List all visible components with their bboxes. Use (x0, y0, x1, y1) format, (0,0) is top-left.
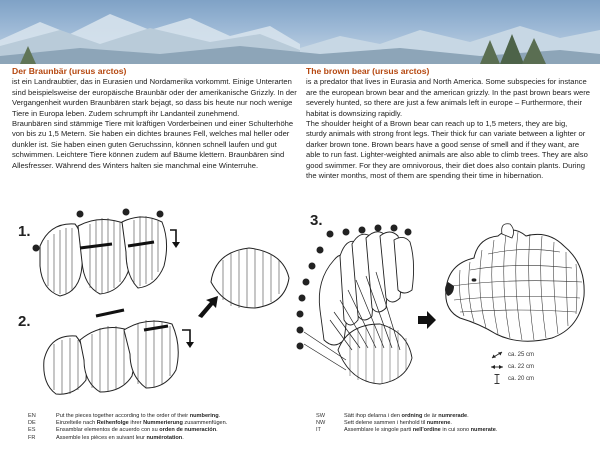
english-title: The brown bear (306, 66, 370, 76)
english-scientific-name: (ursus arctos) (372, 66, 430, 76)
instruction-es: ES Ensamblar elementos de acuerdo con su orden de numeración. (28, 427, 218, 434)
dimension-height (490, 373, 534, 385)
bear-head-result (440, 220, 592, 348)
horizontal-arrow-icon (490, 362, 504, 372)
step-3-arrow (418, 311, 436, 329)
step-2-diagram (36, 300, 206, 400)
german-text-column (12, 66, 298, 171)
instructions-left (28, 413, 227, 442)
dimension-depth-label: ca. 22 cm (508, 364, 535, 370)
dimension-depth (490, 361, 534, 373)
instruction-nw: NW Sett delene sammen i henhold til numrene. (316, 420, 452, 427)
dimensions-legend (490, 349, 534, 385)
step-2-arrow (196, 296, 220, 318)
instructions-right (316, 413, 497, 435)
dimension-width-label: ca. 25 cm (508, 352, 535, 358)
english-paragraph-2: The shoulder height of a Brown bear can reach up to 1,5 meters, they are big, sturdy animals with strong front legs. Their thick fur can variate between a lighter or darker brown tone. Brown bears have a good sense of smell and if they want, are able to run fast. Lighter-weighted animals are also able to climb trees. They are also good swimmer. For they are omnivorous, their diet does also contain plants. During the winter months, most of them are spending their time in hibernation. (306, 119, 588, 181)
step-1-diagram (30, 206, 190, 306)
instruction-it: IT Assemblare le singole parti nell'ordine in cui sono numerate. (316, 427, 498, 434)
instruction-de: DE Einzelteile nach Reihenfolge ihrer Nummerierung zusammenfügen. (28, 420, 228, 427)
german-title: Der Braunbär (12, 66, 67, 76)
german-paragraph-2: Braunbären sind stämmige Tiere mit kräftigen Vorderbeinen und einer Schulterhöhe von bis zu 1,5 Metern. Sie haben ein dichtes braunes Fell, welches mal heller oder dunkler ist. Sie haben einen guten Geruchssinn, können schnell laufen und gut schwimmen. Leichtere Tiere können zudem auf Bäume klettern. Braunbären sind Allesfresser. Während des Winters halten sie manchmal eine Winterruhe. (12, 119, 294, 170)
dimension-height-label: ca. 20 cm (508, 376, 535, 382)
german-paragraph-1: ist ein Landraubtier, das in Eurasien und Nordamerika vorkommt. Einige Unterarten sind beispielsweise der europäische Braunbär oder der amerikanische Grizzly. In der Vergangenheit wurden Braunbären stark bejagt, so dass bis heute nur noch wenige Tiere in Europa leben. Zudem schrumpft ihr Landanteil zunehmend. (12, 77, 297, 118)
instruction-en: EN Put the pieces together according to the order of their numbering. (28, 413, 221, 419)
header-landscape-image (0, 0, 600, 64)
german-scientific-name: (ursus arctos) (69, 66, 127, 76)
english-paragraph-1: is a predator that lives in Eurasia and North America. Some subspecies for instance are the european brown bear and the american grizzly. In the past brown bears were severely hunted, so there are just a few animals left in europe – Furthermore, their habitat is downsizing rapidly. (306, 77, 590, 118)
dimension-width (490, 349, 534, 361)
diagonal-arrow-icon (490, 350, 504, 360)
vertical-arrow-icon (490, 374, 504, 384)
step-3-diagram (290, 220, 425, 395)
step-2-label: 2. (18, 313, 31, 330)
english-text-column (306, 66, 590, 181)
step-3-label: 3. (310, 212, 323, 229)
instruction-sw: SW Sätt ihop delarna i den ordning de är numrerade. (316, 413, 469, 419)
instruction-fr: FR Assemble les pièces en suivant leur numérotation. (28, 434, 184, 441)
step-1-label: 1. (18, 223, 31, 240)
